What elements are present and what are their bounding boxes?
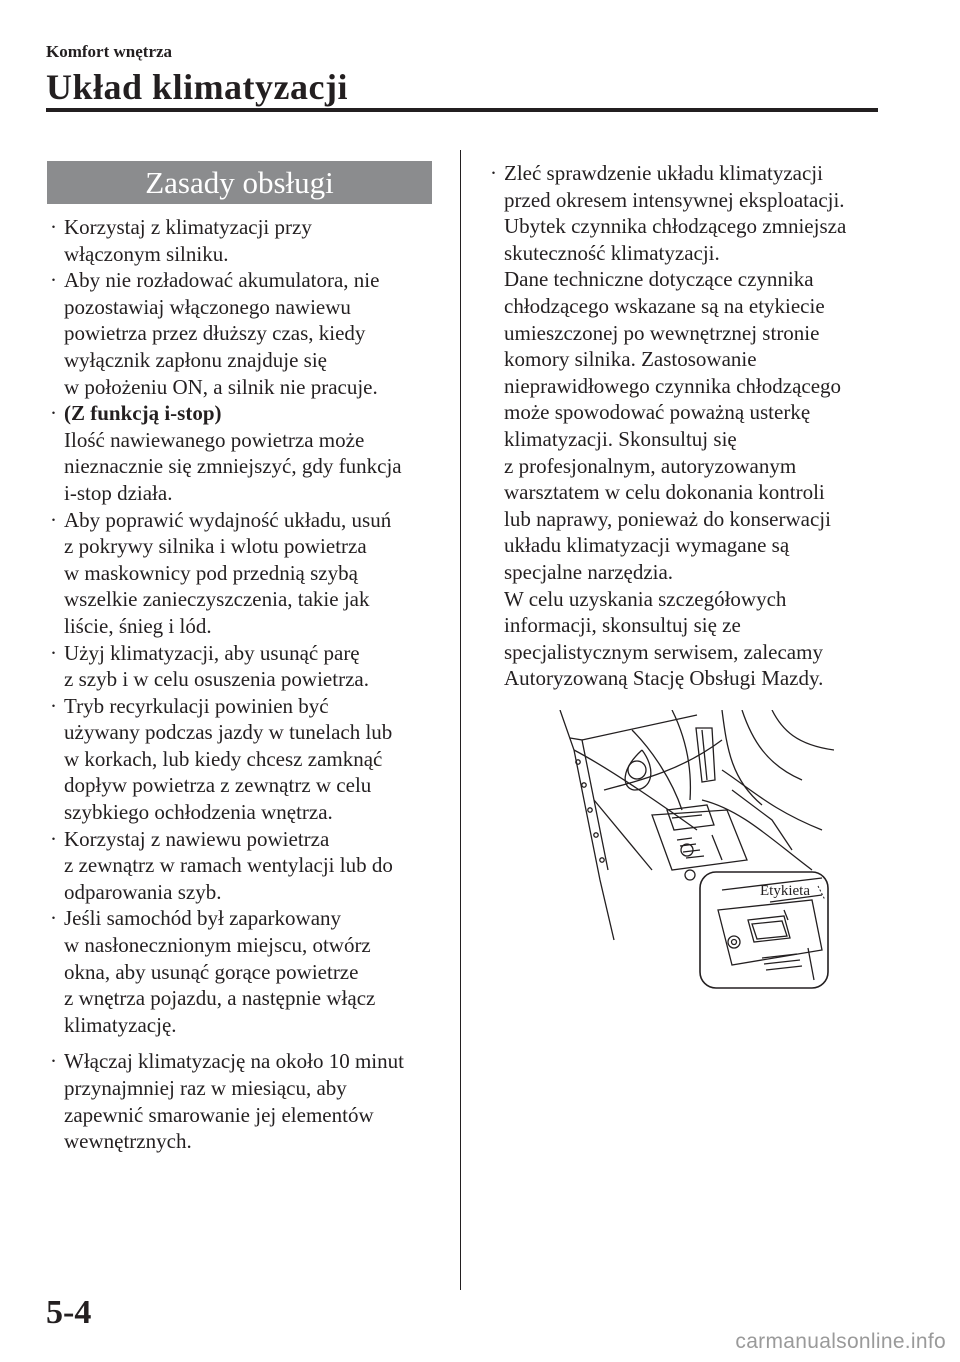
bullet-line: W celu uzyskania szczegółowych xyxy=(504,586,787,611)
bullet-dot: · xyxy=(50,401,57,426)
bullet-dot: · xyxy=(50,1049,57,1074)
bullet-line: Ubytek czynnika chłodzącego zmniejsza xyxy=(504,214,847,239)
bullet-line: okna, aby usunąć gorące powietrze xyxy=(64,959,359,984)
section-banner: Zasady obsługi xyxy=(47,161,432,204)
bullet-line: informacji, skonsultuj się ze xyxy=(504,613,741,638)
bullet-dot: · xyxy=(50,826,57,851)
bullet-item xyxy=(50,400,450,506)
bullet-line: Użyj klimatyzacji, aby usunąć parę xyxy=(64,640,360,665)
bullet-line: z wnętrza pojazdu, a następnie włącz xyxy=(64,986,376,1011)
bullet-line: Dane techniczne dotyczące czynnika xyxy=(504,267,814,292)
bullet-line: pozostawiaj włączonego nawiewu xyxy=(64,294,351,319)
bullet-line: w położeniu ON, a silnik nie pracuje. xyxy=(64,374,378,399)
bullet-item xyxy=(50,507,450,640)
bullet-item xyxy=(50,1048,450,1154)
bullet-line: Włączaj klimatyzację na około 10 minut xyxy=(64,1049,404,1074)
bullet-line: warsztatem w celu dokonania kontroli xyxy=(504,480,825,505)
bullet-line: Autoryzowaną Stację Obsługi Mazdy. xyxy=(504,666,824,691)
bullet-line: odparowania szyb. xyxy=(64,879,222,904)
column-divider xyxy=(460,150,461,1290)
bullet-line: z profesjonalnym, autoryzowanym xyxy=(504,453,797,478)
bullet-line: skuteczność klimatyzacji. xyxy=(504,240,720,265)
bullet-line: specjalne narzędzia. xyxy=(504,559,674,584)
bullet-line: dopływ powietrza z zewnątrz w celu xyxy=(64,773,372,798)
bullet-line: nieprawidłowego czynnika chłodzącego xyxy=(504,373,842,398)
bullet-item xyxy=(50,693,450,826)
bullet-line: w korkach, lub kiedy chcesz zamknąć xyxy=(64,746,383,771)
bullet-line: włączonym silniku. xyxy=(64,241,229,266)
bullet-line: przynajmniej raz w miesiącu, aby xyxy=(64,1076,347,1100)
bullet-line: Korzystaj z klimatyzacji przy xyxy=(64,215,312,239)
bullet-item xyxy=(490,160,890,692)
bullet-line: Aby nie rozładować akumulatora, nie xyxy=(64,268,380,293)
right-column xyxy=(490,160,890,692)
bullet-line: szybkiego ochłodzenia wnętrza. xyxy=(64,800,333,825)
header-section-label: Komfort wnętrza xyxy=(46,42,173,61)
bullet-dot: · xyxy=(490,161,497,185)
bullet-line: Aby poprawić wydajność układu, usuń xyxy=(64,507,392,532)
bullet-item xyxy=(50,826,450,906)
bullet-item xyxy=(50,267,450,400)
bullet-item xyxy=(50,905,450,1038)
bullet-line: z zewnątrz w ramach wentylacji lub do xyxy=(64,853,393,878)
bullet-line: i-stop działa. xyxy=(64,480,173,505)
bullet-line: klimatyzację. xyxy=(64,1012,177,1037)
left-column xyxy=(50,214,450,1155)
bullet-line: powietrza przez dłuższy czas, kiedy xyxy=(64,321,366,346)
engine-compartment-drawing xyxy=(522,710,834,992)
bullet-line: nieznacznie się zmniejszyć, gdy funkcja xyxy=(64,454,402,479)
right-bullet-list xyxy=(490,160,890,692)
bullet-line: układu klimatyzacji wymagane są xyxy=(504,533,790,558)
bullet-line: liście, śnieg i lód. xyxy=(64,613,212,638)
page-number: 5-4 xyxy=(46,1294,92,1331)
bullet-line: używany podczas jazdy w tunelach lub xyxy=(64,720,393,745)
bullet-line: w maskownicy pod przednią szybą xyxy=(64,560,358,585)
bullet-item xyxy=(50,640,450,693)
bullet-line: z szyb i w celu osuszenia powietrza. xyxy=(64,667,369,692)
engine-compartment-illustration xyxy=(522,710,834,992)
bullet-line: przed okresem intensywnej eksploatacji. xyxy=(504,187,845,212)
bullet-line: (Z funkcją i-stop) xyxy=(64,401,222,426)
bullet-line: lub naprawy, ponieważ do konserwacji xyxy=(504,506,831,531)
figure-label: Etykieta xyxy=(760,883,810,899)
bullet-line: zapewnić smarowanie jej elementów xyxy=(64,1102,374,1127)
bullet-line: komory silnika. Zastosowanie xyxy=(504,347,757,372)
bullet-dot: · xyxy=(50,640,57,665)
bullet-line: w nasłonecznionym miejscu, otwórz xyxy=(64,933,371,958)
header-rule xyxy=(46,108,878,112)
bullet-line: z pokrywy silnika i wlotu powietrza xyxy=(64,534,367,559)
bullet-line: chłodzącego wskazane są na etykiecie xyxy=(504,293,825,318)
bullet-line: wszelkie zanieczyszczenia, takie jak xyxy=(64,587,370,612)
bullet-dot: · xyxy=(50,693,57,718)
bullet-line: specjalistycznym serwisem, zalecamy xyxy=(504,639,823,664)
bullet-line: Ilość nawiewanego powietrza może xyxy=(64,427,365,452)
bullet-line: Jeśli samochód był zaparkowany xyxy=(64,906,342,931)
bullet-dot: · xyxy=(50,268,57,293)
bullet-dot: · xyxy=(50,906,57,931)
page-title: Układ klimatyzacji xyxy=(46,67,348,107)
bullet-line: klimatyzacji. Skonsultuj się xyxy=(504,426,737,451)
left-bullet-list xyxy=(50,214,450,1155)
bullet-dot: · xyxy=(50,507,57,532)
bullet-line: umieszczonej po wewnętrznej stronie xyxy=(504,320,820,345)
bullet-line: może spowodować poważną usterkę xyxy=(504,400,811,425)
watermark-text: carmanualsonline.info xyxy=(735,1330,946,1353)
bullet-line: Korzystaj z nawiewu powietrza xyxy=(64,826,330,851)
bullet-item xyxy=(50,214,450,267)
bullet-line: Zleć sprawdzenie układu klimatyzacji xyxy=(504,161,823,185)
bullet-line: Tryb recyrkulacji powinien być xyxy=(64,693,329,718)
bullet-dot: · xyxy=(50,215,57,239)
bullet-line: wyłącznik zapłonu znajduje się xyxy=(64,347,327,372)
bullet-line: wewnętrznych. xyxy=(64,1129,192,1154)
